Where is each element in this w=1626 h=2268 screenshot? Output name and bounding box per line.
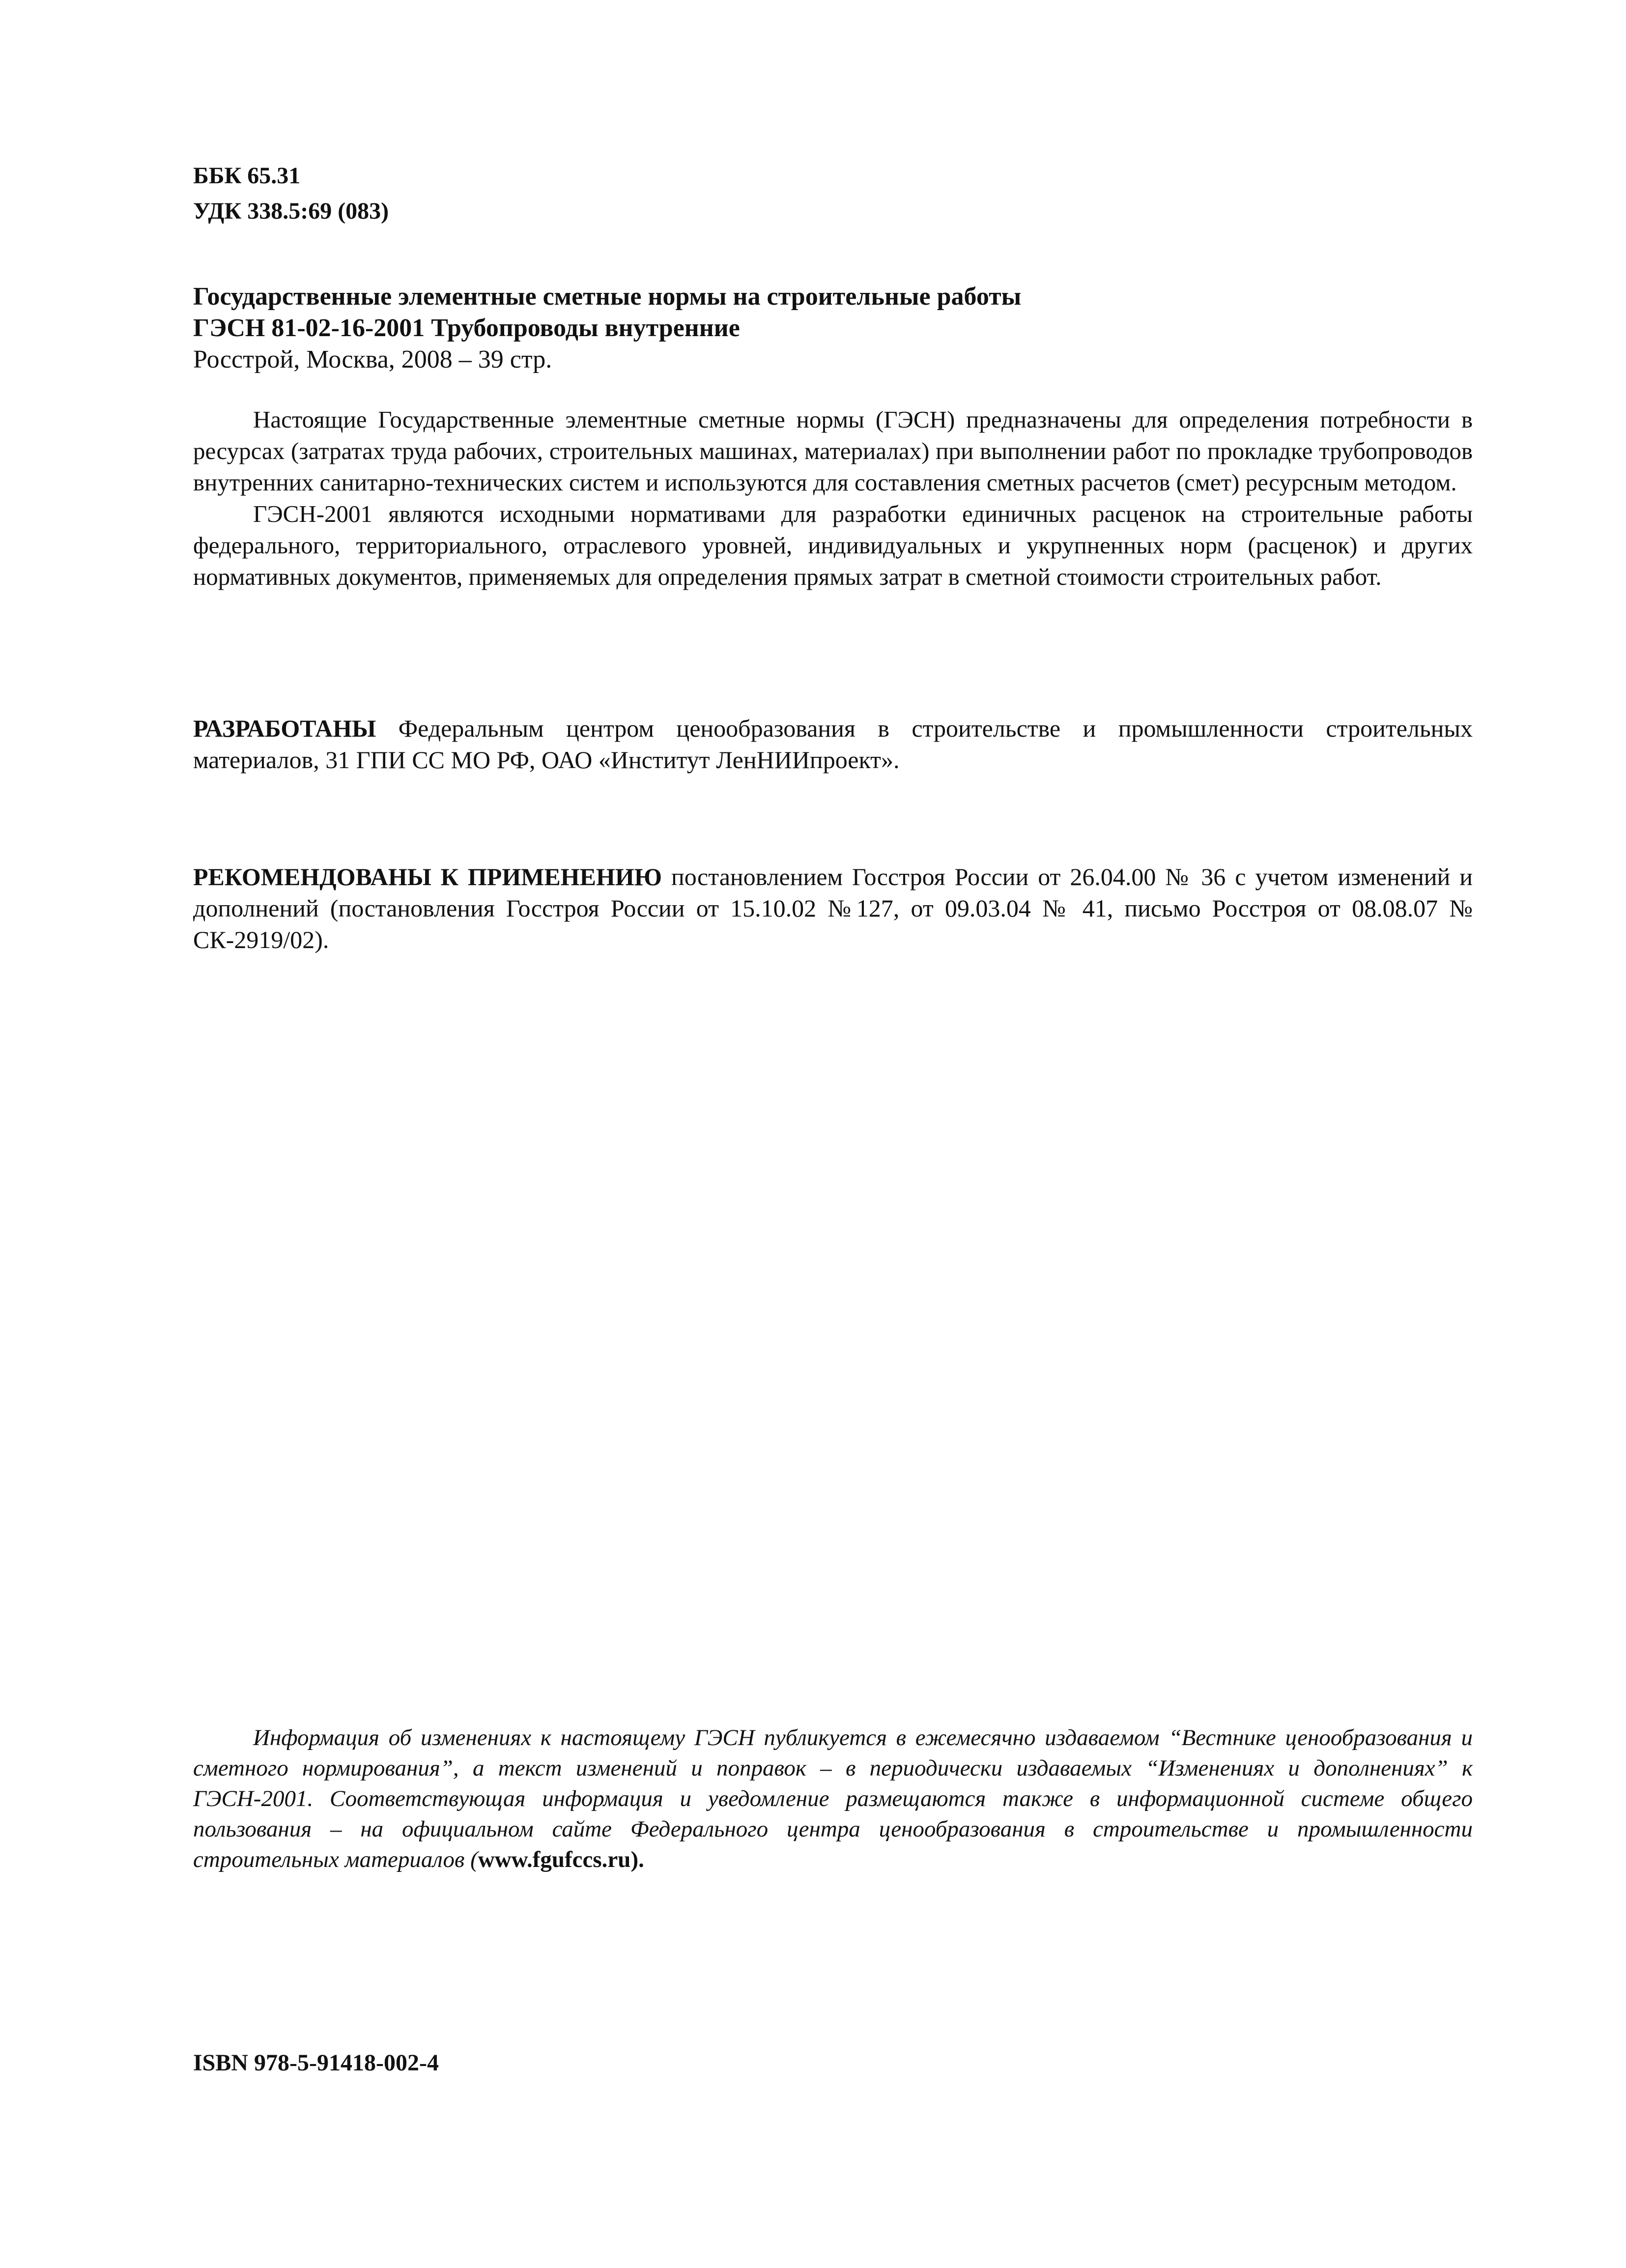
publisher-info: Росстрой, Москва, 2008 – 39 стр. [193,345,552,373]
change-info-paragraph [193,1723,1473,1875]
intro-paragraph-2: ГЭСН-2001 являются исходными нормативами для разработки единичных расценок на строительные работы федерального, территориального, отраслевого уровней, индивидуальных и укрупненных норм (расценок) и других нормативных документов, применяемых для определения прямых затрат в сметной стоимости строительных работ. [193,500,1473,590]
bbk-code: ББК 65.31 [193,163,301,189]
recommended-text: постановлением Госстроя России от 26.04.00 № 36 с учетом изменений и дополнений (постановления Госстроя России от 15.10.02 №127, от 09.03.04 № 41, письмо Росстроя от 08.08.07 № СК-2919/02). [193,863,1473,953]
intro-paragraph-1: Настоящие Государственные элементные сметные нормы (ГЭСН) предназначены для определения потребности в ресурсах (затратах труда рабочих, строительных машинах, материалах) при выполнении работ по прокладке трубопроводов внутренних санитарно-технических систем и используются для составления сметных расчетов (смет) ресурсным методом. [193,406,1473,496]
website-link[interactable]: www.fgufccs.ru [478,1847,631,1872]
recommended-label: РЕКОМЕНДОВАНЫ К ПРИМЕНЕНИЮ [193,863,662,890]
document-title: Государственные элементные сметные нормы на строительные работы [193,283,1022,311]
recommended-section [193,861,1473,955]
classification-codes [193,158,1473,229]
change-info-text: Информация об изменениях к настоящему ГЭСН публикуется в ежемесячно издаваемом “Вестнике ценообразования и сметного нормирования”, а текст изменений и поправок – в периодически издаваемых “Изменениях и дополнениях” к ГЭСН-2001. Соответствующая информация и уведомление размещаются также в информационной системе общего пользования – на официальном сайте Федерального центра ценообразования в строительстве и промышленности строительных материалов ( [193,1725,1473,1872]
developed-by-section [193,713,1473,775]
intro-section [193,404,1473,593]
change-info-note [193,1723,1473,1875]
document-subtitle: ГЭСН 81-02-16-2001 Трубопроводы внутренние [193,314,740,342]
developed-by-label: РАЗРАБОТАНЫ [193,715,376,742]
document-title-block [193,281,1473,375]
isbn-number: ISBN 978-5-91418-002-4 [193,2050,439,2076]
change-info-close: ). [630,1847,644,1872]
developed-by-text: Федеральным центром ценообразования в строительстве и промышленности строительных материалов, 31 ГПИ СС МО РФ, ОАО «Институт ЛенНИИпроект». [193,715,1473,774]
udk-code: УДК 338.5:69 (083) [193,198,389,224]
